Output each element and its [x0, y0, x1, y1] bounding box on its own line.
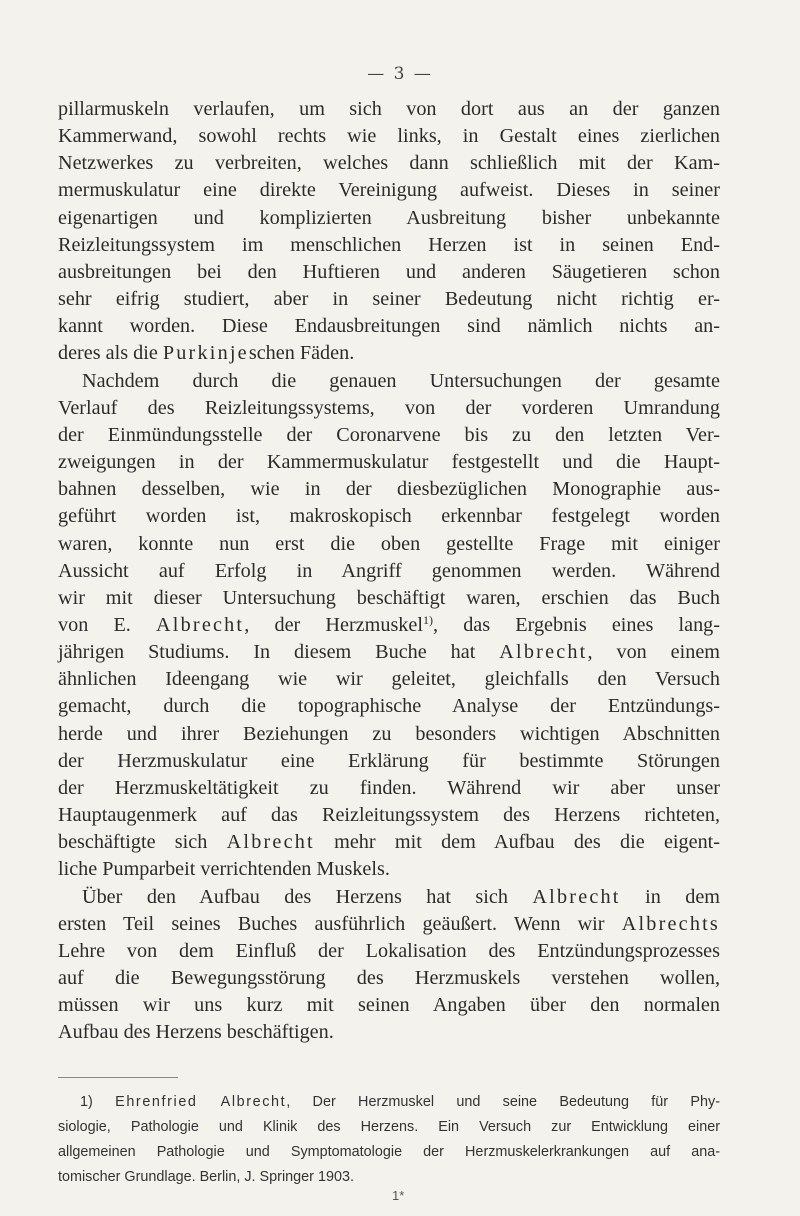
text-line: [58, 911, 720, 938]
text-line: herde und ihrer Beziehungen zu besonders wichtigen Abschnitten: [58, 722, 720, 745]
name-spaced: Purkinje: [162, 342, 249, 365]
text-line: geführt worden ist, makroskopisch erkennbar festgelegt worden: [58, 505, 720, 528]
text-line: Netzwerkes zu verbreiten, welches dann schließlich mit der Kam-: [58, 152, 720, 175]
text-line: kannt worden. Diese Endausbreitungen sind nämlich nichts an-: [58, 315, 720, 338]
text-run: jährigen Studiums. In diesem Buche hat: [58, 641, 476, 664]
text-line: Kammerwand, sowohl rechts wie links, in Gestalt eines zierlichen: [58, 125, 720, 148]
text-run: beschäftigte sich: [58, 831, 227, 854]
text-run: von E.: [58, 613, 157, 636]
page-number: — 3 —: [367, 64, 433, 84]
text-run: Über den Aufbau des Herzens hat sich: [82, 885, 533, 908]
footnote-line: allgemeinen Pathologie und Symptomatologie der Herzmuskelerkrankungen auf ana-: [58, 1144, 720, 1160]
paragraph-1: [58, 96, 720, 368]
text-line: waren, konnte nun erst die oben gestellte Frage mit einiger: [58, 532, 720, 555]
footnote: [58, 1090, 720, 1190]
text-line: liche Pumparbeit verrichtenden Muskels.: [58, 858, 390, 881]
text-line: pillarmuskeln verlaufen, um sich von dort aus an der ganzen: [58, 98, 720, 120]
paragraph-3: [58, 884, 720, 1047]
name-spaced: Albrechts: [621, 912, 720, 935]
text-line: ähnlichen Ideengang wie wir geleitet, gleichfalls den Versuch: [58, 668, 720, 691]
text-line: der Herzmuskeltätigkeit zu finden. Während wir aber unser: [58, 776, 720, 799]
body-text: [58, 96, 720, 1046]
text-line: Verlauf des Reizleitungssystems, von der vorderen Umrandung: [58, 396, 720, 419]
footnote-divider: [58, 1077, 178, 1078]
name-spaced: Albrecht: [499, 641, 588, 664]
text-line: Reizleitungssystem im menschlichen Herzen ist in seinen End-: [58, 233, 720, 256]
text-line: Hauptaugenmerk auf das Reizleitungssystem des Herzens richteten,: [58, 804, 720, 827]
text-line: mermuskulatur eine direkte Vereinigung aufweist. Dieses in seiner: [58, 179, 720, 202]
text-run: , Der Herzmuskel und seine Bedeutung für Phy-: [286, 1094, 721, 1110]
text-line: sehr eifrig studiert, aber in seiner Bedeutung nicht richtig er-: [58, 288, 720, 311]
text-line: gemacht, durch die topographische Analyse der Entzündungs-: [58, 695, 720, 718]
footnote-author: Ehrenfried Albrecht: [115, 1094, 287, 1110]
text-line: Nachdem durch die genauen Untersuchungen der gesamte: [82, 369, 720, 392]
footnote-line: tomischer Grundlage. Berlin, J. Springer 1903.: [58, 1169, 354, 1185]
text-line: [58, 829, 720, 856]
text-run: schen Fäden.: [248, 342, 355, 365]
text-run: deres als die: [58, 342, 163, 365]
text-line: wir mit dieser Untersuchung beschäftigt waren, erschien das Buch: [58, 586, 720, 609]
name-spaced: Albrecht: [532, 885, 621, 908]
footnote-ref[interactable]: 1): [422, 612, 433, 627]
footnote-marker: 1): [80, 1094, 93, 1110]
text-line: [58, 612, 720, 639]
text-run: , von einem: [587, 641, 721, 664]
paragraph-2: [58, 368, 720, 884]
name-spaced: Albrecht: [156, 613, 245, 636]
text-run: , der Herzmuskel: [244, 613, 423, 636]
text-line: zweigungen in der Kammermuskulatur festgestellt und die Haupt-: [58, 451, 720, 474]
text-run: , das Ergebnis eines lang-: [432, 613, 720, 636]
text-line: der Herzmuskulatur eine Erklärung für bestimmte Störungen: [58, 749, 720, 772]
text-line: auf die Bewegungsstörung des Herzmuskels verstehen wollen,: [58, 967, 720, 989]
text-line: eigenartigen und komplizierten Ausbreitung bisher unbekannte: [58, 206, 720, 229]
text-run: ersten Teil seines Buches ausführlich geäußert. Wenn wir: [58, 912, 622, 935]
text-line: bahnen desselben, wie in der diesbezüglichen Monographie aus-: [58, 478, 720, 501]
text-line: der Einmündungsstelle der Coronarvene bis zu den letzten Ver-: [58, 423, 720, 446]
footnote-line: [58, 1090, 720, 1115]
text-line: Aussicht auf Erfolg in Angriff genommen werden. Während: [58, 559, 720, 582]
signature-mark: 1*: [392, 1188, 405, 1203]
text-line: [58, 639, 720, 666]
text-line: Lehre von dem Einfluß der Lokalisation des Entzündungsprozesses: [58, 939, 720, 962]
footnote-line: siologie, Pathologie und Klinik des Herzens. Ein Versuch zur Entwicklung einer: [58, 1119, 720, 1135]
text-line: Aufbau des Herzens beschäftigen.: [58, 1021, 334, 1044]
text-line: ausbreitungen bei den Huftieren und anderen Säugetieren schon: [58, 260, 720, 283]
text-line: müssen wir uns kurz mit seinen Angaben über den normalen: [58, 994, 720, 1017]
text-run: in dem: [620, 885, 721, 908]
text-line: [58, 340, 720, 367]
name-spaced: Albrecht: [226, 831, 315, 854]
text-line: [58, 884, 720, 911]
text-run: mehr mit dem Aufbau des die eigent-: [314, 831, 720, 854]
